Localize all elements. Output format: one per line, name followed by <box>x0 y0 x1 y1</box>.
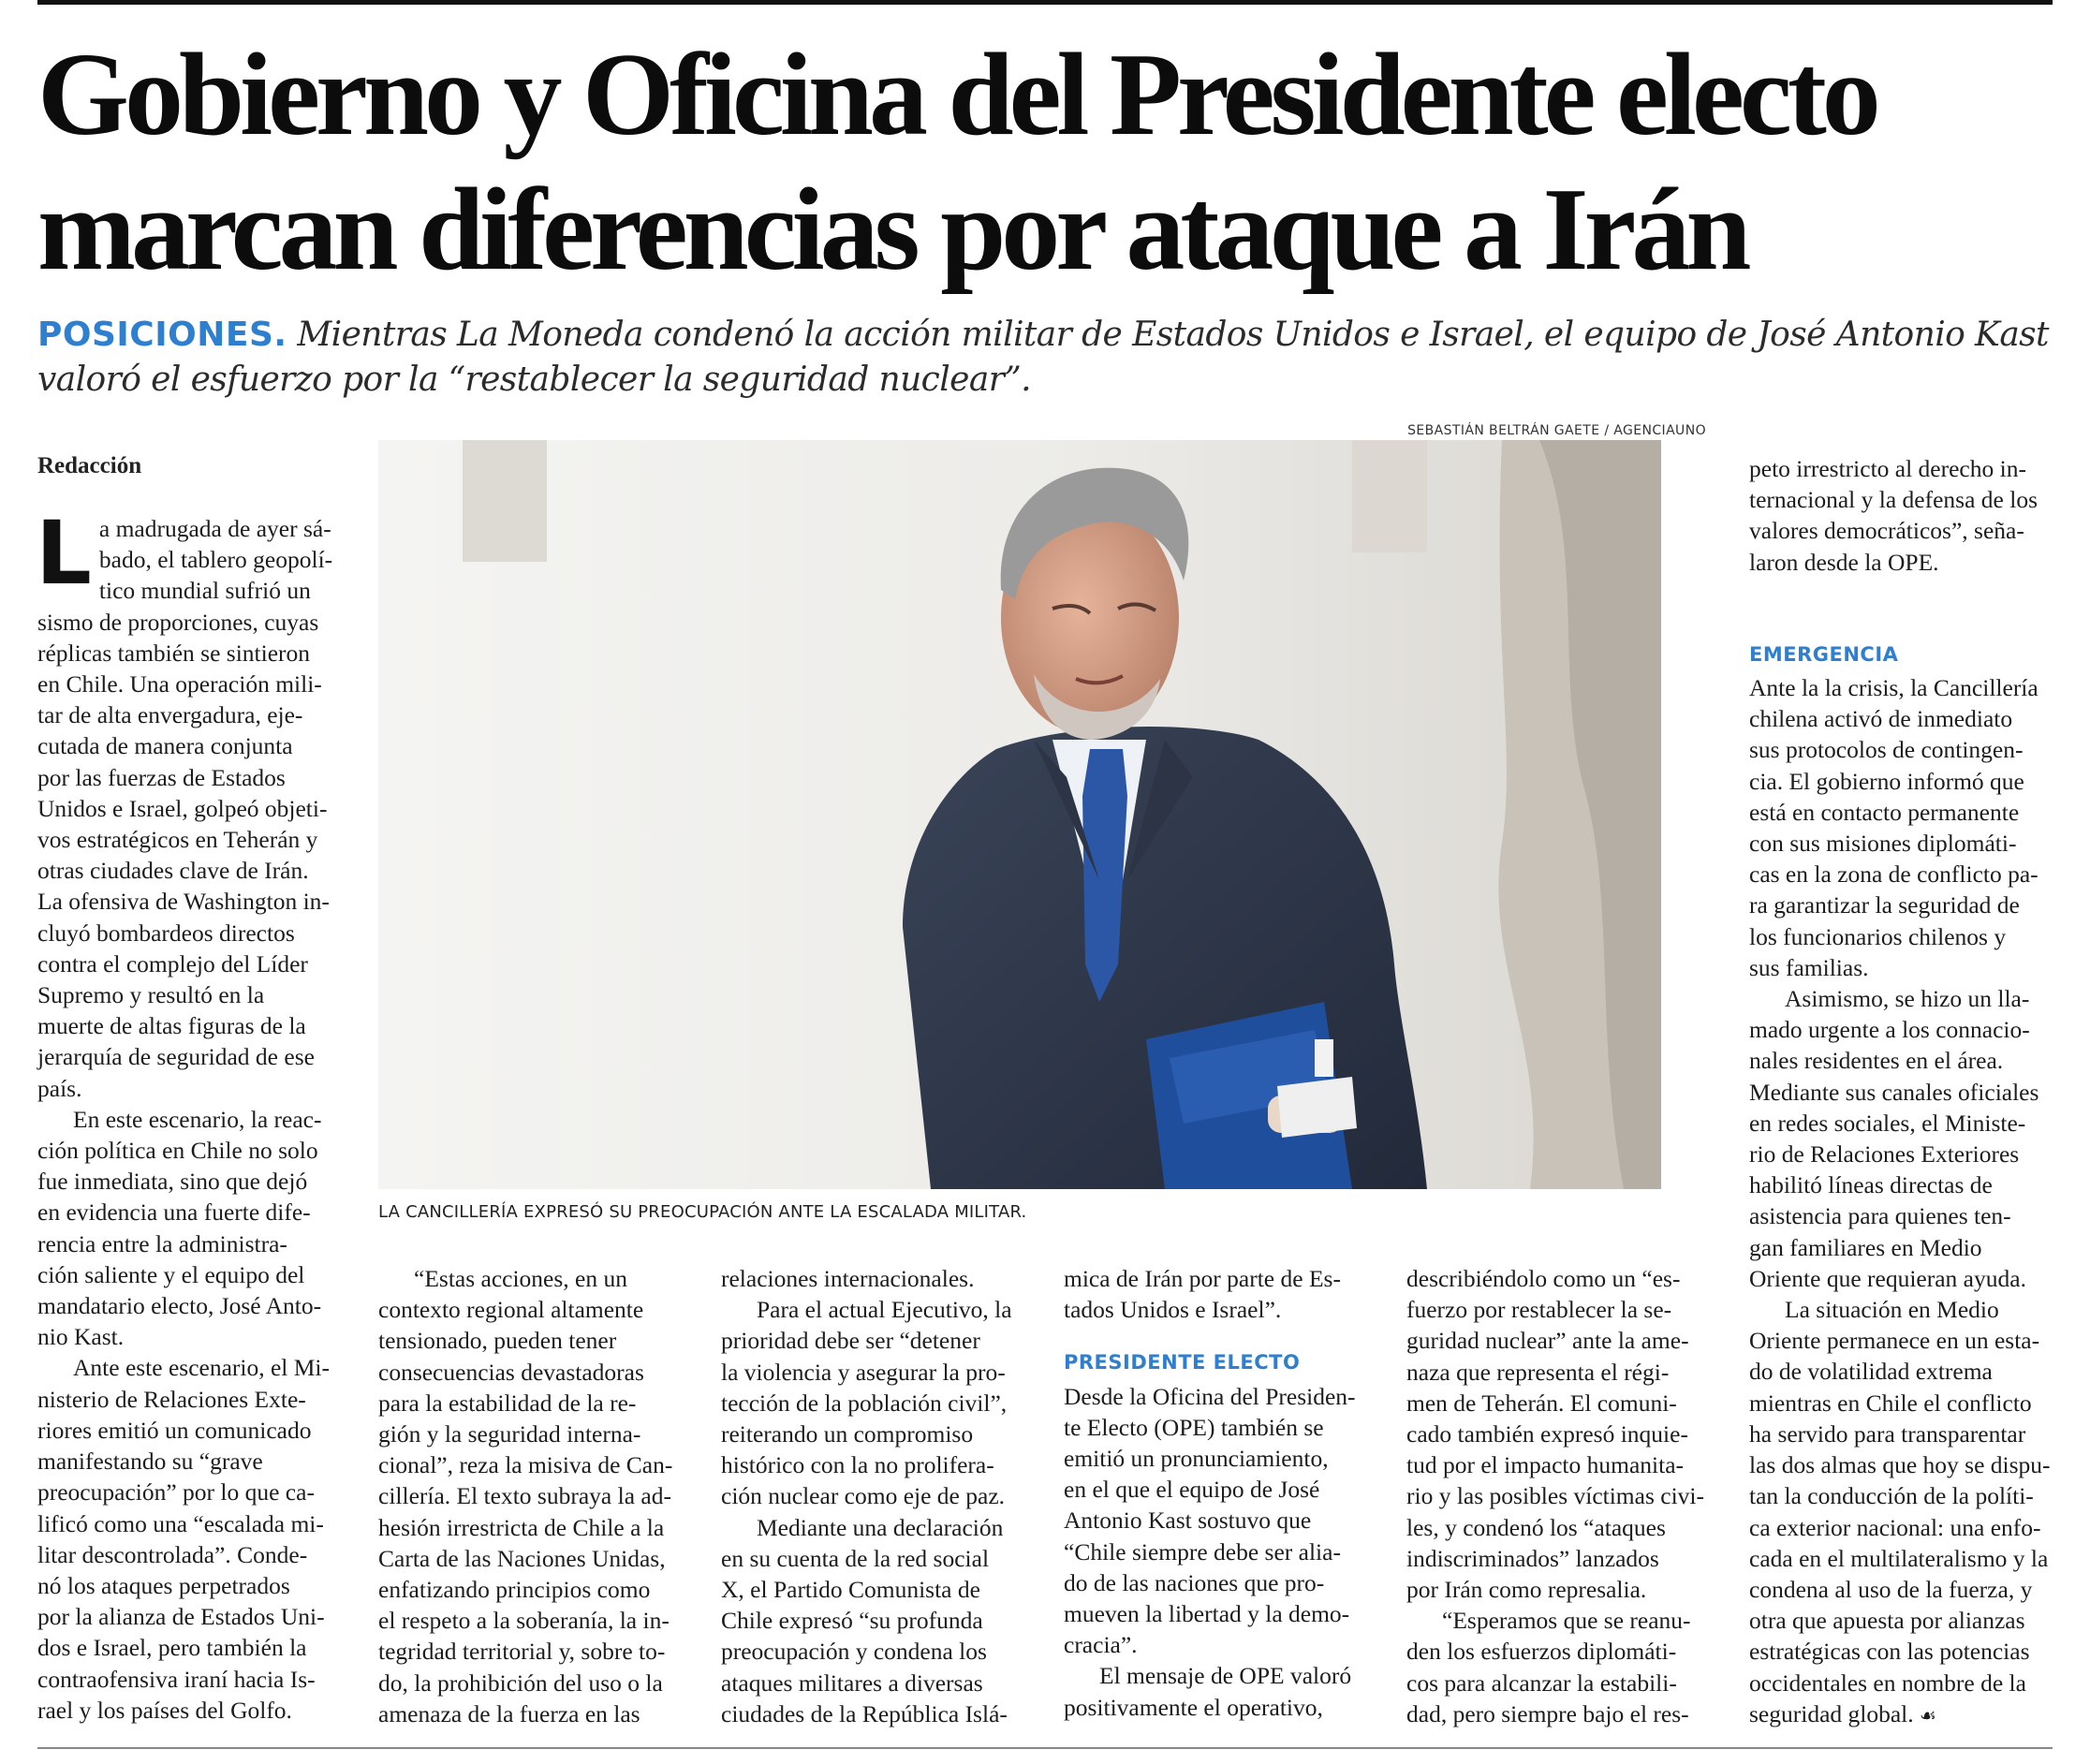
paragraph <box>37 1104 345 1353</box>
subhead-text-1: Mientras La Moneda condenó la acción militar de Estados Unidos e Israel, el equipo de José Antonio Kast <box>297 316 2049 354</box>
text-line: ción nuclear como eje de paz. <box>721 1482 1006 1510</box>
text-line: por la alianza de Estados Uni- <box>37 1603 325 1631</box>
paragraph <box>37 1352 345 1725</box>
text-line: men de Teherán. El comuni- <box>1406 1389 1677 1417</box>
paragraph <box>1064 1263 1373 1325</box>
photo-credit: SEBASTIÁN BELTRÁN GAETE / AGENCIAUNO <box>1407 423 1706 438</box>
text-line: indiscriminados” lanzados <box>1406 1544 1659 1572</box>
text-line: Mediante sus canales oficiales <box>1749 1078 2039 1106</box>
text-line: tensionado, pueden tener <box>378 1327 617 1355</box>
text-line: ataques militares a diversas <box>721 1668 983 1697</box>
text-line: cado también expresó inquie- <box>1406 1420 1688 1448</box>
text-line: tan la conducción de la políti- <box>1749 1482 2034 1510</box>
text-line: les, y condenó los “ataques <box>1406 1513 1666 1541</box>
text-line: Mediante una declaración <box>757 1513 1004 1541</box>
text-line: cada en el multilateralismo y la <box>1749 1544 2049 1572</box>
column-2 <box>378 1263 687 1729</box>
text-line: Desde la Oficina del Presiden- <box>1064 1382 1356 1410</box>
paragraph <box>1749 672 2058 983</box>
text-line: te Electo (OPE) también se <box>1064 1413 1324 1441</box>
section-heading-presidente-electo: PRESIDENTE ELECTO <box>1064 1351 1301 1374</box>
text-line: el respeto a la soberanía, la in- <box>378 1607 670 1635</box>
subhead-kicker: POSICIONES. <box>37 316 287 354</box>
text-line: condena al uso de la fuerza, y <box>1749 1575 2033 1603</box>
text-line <box>1749 1698 2058 1732</box>
text-line: ca exterior nacional: una enfo- <box>1749 1513 2041 1541</box>
text-line: nio Kast. <box>37 1323 125 1351</box>
article-photo <box>378 440 1661 1189</box>
text-line: prioridad debe ser “detener <box>721 1327 980 1355</box>
text-line: manifestando su “grave <box>37 1448 263 1476</box>
text-line: ha servido para transparentar <box>1749 1419 2026 1448</box>
text-line: otras ciudades clave de Irán. <box>37 857 309 885</box>
text-line: muerte de altas figuras de la <box>37 1012 306 1040</box>
text-line: bado, el tablero geopolí- <box>98 546 333 574</box>
text-line: está en contacto permanente <box>1749 798 2020 826</box>
text-line: contraofensiva iraní hacia Is- <box>37 1665 316 1693</box>
text-line: preocupación y condena los <box>721 1638 987 1666</box>
photo-caption: LA CANCILLERÍA EXPRESÓ SU PREOCUPACIÓN ANTE LA ESCALADA MILITAR. <box>378 1202 1027 1222</box>
headline <box>37 28 2060 298</box>
text-line: mica de Irán por parte de Es- <box>1064 1265 1341 1292</box>
text-line: la violencia y asegurar la pro- <box>721 1358 1006 1386</box>
text-line: tud por el impacto humanita- <box>1406 1451 1685 1479</box>
text-line: los funcionarios chilenos y <box>1749 922 2007 950</box>
text-line: mueven la libertad y la demo- <box>1064 1600 1350 1628</box>
text-line: do, la prohibición del uso o la <box>378 1668 663 1697</box>
section-heading-emergencia: EMERGENCIA <box>1749 642 1899 666</box>
paragraph <box>36 503 345 1104</box>
text-line: Para el actual Ejecutivo, la <box>757 1296 1012 1324</box>
top-rule <box>37 0 2053 5</box>
text-line: do de volatilidad extrema <box>1749 1358 1993 1386</box>
text-line: jerarquía de seguridad de ese <box>37 1043 315 1071</box>
text-line: cillería. El texto subraya la ad- <box>378 1482 671 1510</box>
end-mark-icon: ☙ <box>1920 1705 1936 1727</box>
text-line: cional”, reza la misiva de Can- <box>378 1451 673 1479</box>
text-line: otra que apuesta por alianzas <box>1749 1607 2025 1635</box>
column-1 <box>36 503 345 1726</box>
text-line: guridad nuclear” ante la ame- <box>1406 1327 1689 1355</box>
paragraph <box>721 1512 1030 1729</box>
paragraph <box>1064 1381 1373 1661</box>
text-line: ciudades de la República Islá- <box>721 1699 1008 1727</box>
text-line: occidentales en nombre de la <box>1749 1668 2026 1697</box>
text-line: para la estabilidad de la re- <box>378 1389 637 1417</box>
text-line: ra garantizar la seguridad de <box>1749 891 2020 919</box>
text-line: consecuencias devastadoras <box>378 1358 644 1386</box>
text-line: ción saliente y el equipo del <box>37 1260 305 1288</box>
text-line: do de las naciones que pro- <box>1064 1568 1325 1596</box>
text-line: sismo de proporciones, cuyas <box>37 608 319 636</box>
text-line: rio de Relaciones Exteriores <box>1749 1140 2020 1169</box>
text-line: ternacional y la defensa de los <box>1749 486 2038 514</box>
text-line: emitió un pronunciamiento, <box>1064 1445 1329 1473</box>
text-line: con sus misiones diplomáti- <box>1749 830 2017 858</box>
text-line: rael y los países del Golfo. <box>37 1696 292 1724</box>
subheadline <box>37 313 2060 403</box>
text-line: lificó como una “escalada mi- <box>37 1509 324 1537</box>
text-line: relaciones internacionales. <box>721 1265 975 1292</box>
text-line: mado urgente a los connacio- <box>1749 1016 2030 1044</box>
byline: Redacción <box>37 453 142 478</box>
text-line: La situación en Medio <box>1785 1296 1999 1324</box>
paragraph <box>1749 983 2058 1294</box>
column-4 <box>1064 1263 1373 1723</box>
bottom-rule <box>37 1747 2053 1749</box>
text-line: histórico con la no prolifera- <box>721 1451 994 1479</box>
paragraph <box>1749 453 2058 578</box>
headline-line-2: marcan diferencias por ataque a Irán <box>37 165 1747 295</box>
paragraph <box>1749 1294 2058 1732</box>
text-line: Supremo y resultó en la <box>37 981 265 1009</box>
text-line: contexto regional altamente <box>378 1296 644 1324</box>
text-line: mandatario electo, José Anto- <box>37 1292 322 1320</box>
text-line: cas en la zona de conflicto pa- <box>1749 860 2038 889</box>
column-5 <box>1406 1263 1715 1729</box>
text-line: por Irán como represalia. <box>1406 1576 1647 1604</box>
text-line: Ante este escenario, el Mi- <box>73 1354 331 1382</box>
text-line: cluyó bombardeos directos <box>37 919 295 947</box>
text-line: positivamente el operativo, <box>1064 1693 1323 1721</box>
paragraph <box>1406 1605 1715 1729</box>
text-line: rencia entre la administra- <box>37 1229 287 1257</box>
text-line: peto irrestricto al derecho in- <box>1749 455 2026 482</box>
text-line: réplicas también se sintieron <box>37 639 311 667</box>
text-line: hesión irrestricta de Chile a la <box>378 1513 665 1541</box>
paragraph <box>1064 1660 1373 1722</box>
text-line: en su cuenta de la red social <box>721 1544 990 1572</box>
text-line: La ofensiva de Washington in- <box>37 888 330 916</box>
text-line: chilena activó de inmediato <box>1749 705 2013 733</box>
text-line: en el que el equipo de José <box>1064 1476 1320 1504</box>
text-line: tados Unidos e Israel”. <box>1064 1296 1282 1324</box>
text-line: “Estas acciones, en un <box>414 1265 627 1292</box>
text-line: enfatizando principios como <box>378 1576 651 1604</box>
text-line: nales residentes en el área. <box>1749 1047 2004 1075</box>
text-line: “Chile siempre debe ser alia- <box>1064 1537 1341 1566</box>
text-line: contra el complejo del Líder <box>37 949 308 978</box>
paragraph <box>721 1294 1030 1511</box>
text-line: gan familiares en Medio <box>1749 1233 1982 1261</box>
paragraph <box>721 1263 1030 1294</box>
text-line: dad, pero siempre bajo el res- <box>1406 1699 1689 1727</box>
text-line: Asimismo, se hizo un lla- <box>1785 985 2030 1013</box>
text-line: tico mundial sufrió un <box>98 577 311 605</box>
subhead-line-1 <box>37 313 2060 358</box>
text-line: habilitó líneas directas de <box>1749 1171 1993 1199</box>
text-line: asistencia para quienes ten- <box>1749 1202 2011 1230</box>
column-3 <box>721 1263 1030 1729</box>
text-line: en redes sociales, el Ministe- <box>1749 1109 2026 1137</box>
text-line: país. <box>37 1074 82 1102</box>
text-line: “Esperamos que se reanu- <box>1442 1607 1691 1635</box>
text-line: describiéndolo como un “es- <box>1406 1265 1681 1292</box>
text-line: valores democráticos”, seña- <box>1749 517 2024 545</box>
text-line: gión y la seguridad interna- <box>378 1420 641 1448</box>
text-line: tegridad territorial y, sobre to- <box>378 1638 666 1666</box>
text-line-end: seguridad global. <box>1749 1699 1914 1727</box>
text-line: Ante la la crisis, la Cancillería <box>1749 674 2038 702</box>
column-6 <box>1749 453 2058 1732</box>
text-line: En este escenario, la reac- <box>73 1105 322 1133</box>
text-line: nisterio de Relaciones Exte- <box>37 1385 306 1413</box>
text-line: a madrugada de ayer sá- <box>98 515 331 542</box>
text-line: Chile expresó “su profunda <box>721 1607 983 1635</box>
text-line: por las fuerzas de Estados <box>37 763 286 791</box>
text-line: cracia”. <box>1064 1631 1138 1659</box>
text-line: den los esfuerzos diplomáti- <box>1406 1638 1677 1666</box>
text-line: fue inmediata, sino que dejó <box>37 1168 308 1196</box>
text-line: estratégicas con las potencias <box>1749 1638 2030 1666</box>
text-line: en Chile. Una operación mili- <box>37 670 322 698</box>
text-line: vos estratégicos en Teherán y <box>37 826 318 854</box>
headline-line-1: Gobierno y Oficina del Presidente electo <box>37 30 1877 160</box>
text-line: sus familias. <box>1749 953 1869 981</box>
text-line: tección de la población civil”, <box>721 1389 1008 1417</box>
text-line: Antonio Kast sostuvo que <box>1064 1507 1312 1535</box>
text-line: Carta de las Naciones Unidas, <box>378 1544 666 1572</box>
text-line: preocupación” por lo que ca- <box>37 1478 315 1507</box>
text-line: cos para alcanzar la estabili- <box>1406 1668 1677 1697</box>
text-line: dos e Israel, pero también la <box>37 1634 307 1662</box>
text-line: sus protocolos de contingen- <box>1749 736 2024 764</box>
text-line: Oriente que requieran ayuda. <box>1749 1264 2026 1292</box>
text-line: en evidencia una fuerte dife- <box>37 1198 311 1227</box>
text-line: mientras en Chile el conflicto <box>1749 1389 2032 1417</box>
text-line: El mensaje de OPE valoró <box>1099 1662 1352 1690</box>
text-line: Unidos e Israel, golpeó objeti- <box>37 794 328 822</box>
text-line: las dos almas que hoy se dispu- <box>1749 1451 2051 1479</box>
text-line: naza que representa el régi- <box>1406 1358 1670 1386</box>
text-line: laron desde la OPE. <box>1749 548 1939 576</box>
paragraph <box>378 1263 687 1729</box>
text-line: X, el Partido Comunista de <box>721 1576 980 1604</box>
text-line: tar de alta envergadura, eje- <box>37 701 303 729</box>
text-line: ción política en Chile no solo <box>37 1137 318 1165</box>
text-line: nó los ataques perpetrados <box>37 1571 290 1599</box>
text-line: riores emitió un comunicado <box>37 1416 312 1444</box>
text-line: Oriente permanece en un esta- <box>1749 1327 2040 1355</box>
text-line: fuerzo por restablecer la se- <box>1406 1296 1672 1324</box>
text-line: cia. El gobierno informó que <box>1749 767 2024 795</box>
text-line: cutada de manera conjunta <box>37 732 293 760</box>
subhead-line-2: valoró el esfuerzo por la “restablecer la seguridad nuclear”. <box>37 360 1031 399</box>
paragraph <box>1406 1263 1715 1605</box>
text-line: rio y las posibles víctimas civi- <box>1406 1482 1704 1510</box>
text-line: amenaza de la fuerza en las <box>378 1699 640 1727</box>
text-line: litar descontrolada”. Conde- <box>37 1540 308 1568</box>
dropcap: L <box>36 503 92 605</box>
text-line: reiterando un compromiso <box>721 1420 974 1448</box>
